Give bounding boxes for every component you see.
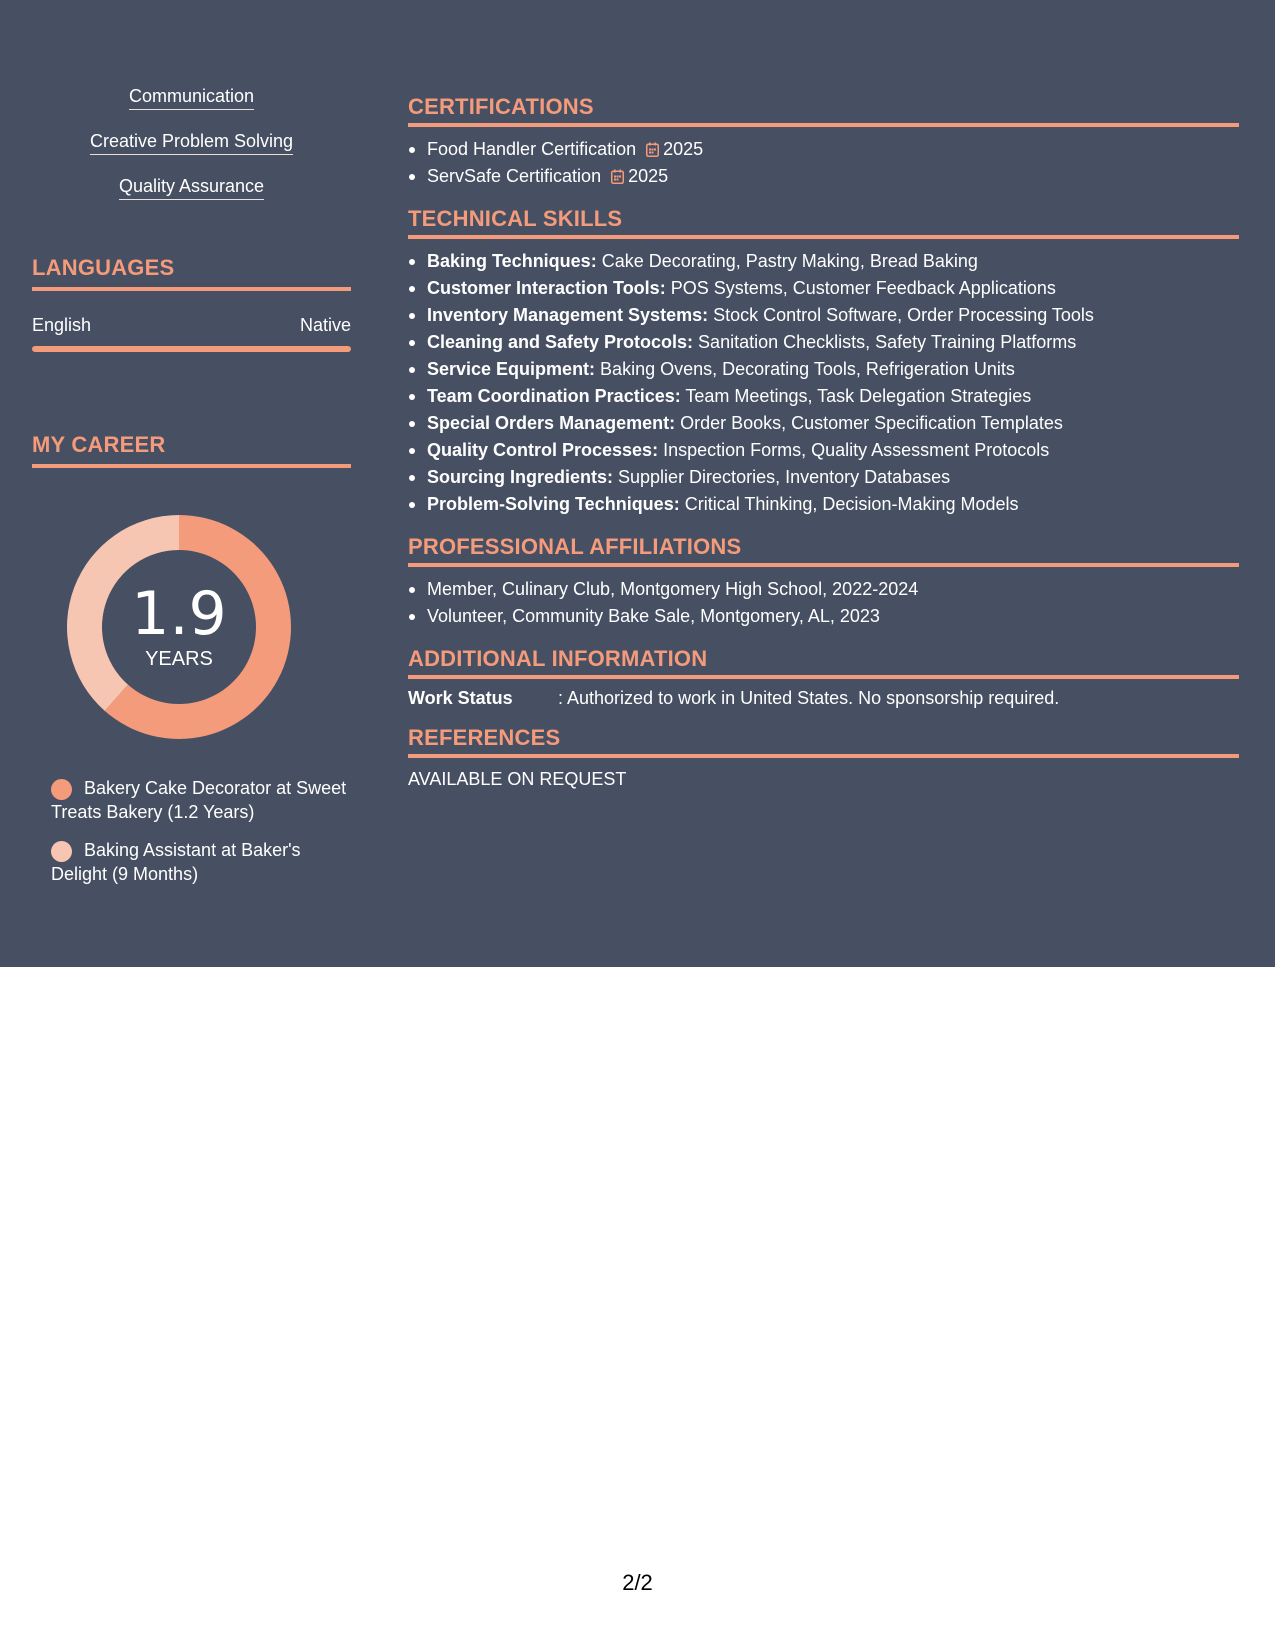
- list-item: [408, 383, 1239, 410]
- main-content: [408, 94, 1239, 806]
- skill-detail: Order Books, Customer Specification Templates: [675, 413, 1063, 433]
- technical-skills-list: [408, 248, 1239, 518]
- skill-category: Customer Interaction Tools:: [427, 278, 666, 298]
- list-item: [408, 302, 1239, 329]
- list-item: [408, 356, 1239, 383]
- skill-label: Quality Assurance: [119, 176, 264, 200]
- skill-label: Creative Problem Solving: [90, 131, 293, 155]
- language-row: [32, 315, 351, 346]
- skill-detail: Sanitation Checklists, Safety Training Platforms: [693, 332, 1077, 352]
- skill-detail: Critical Thinking, Decision-Making Models: [679, 494, 1019, 514]
- language-name: English: [32, 315, 92, 335]
- work-status-value: : Authorized to work in United States. No sponsorship required.: [558, 688, 1060, 708]
- affiliations-heading: PROFESSIONAL AFFILIATIONS: [408, 534, 1239, 567]
- language-level: Native: [299, 315, 351, 335]
- skill-detail: Baking Ovens, Decorating Tools, Refrigeration Units: [595, 359, 1015, 379]
- skill-detail: Cake Decorating, Pastry Making, Bread Baking: [596, 251, 978, 271]
- skill-link[interactable]: [32, 176, 351, 200]
- skill-category: Team Coordination Practices:: [427, 386, 681, 406]
- list-item: [408, 275, 1239, 302]
- list-item: [408, 464, 1239, 491]
- legend-dot: [51, 779, 72, 800]
- list-item: [408, 491, 1239, 518]
- references-section: [408, 725, 1239, 790]
- certification-year: 2025: [663, 139, 704, 159]
- career-total-unit: YEARS: [145, 647, 213, 670]
- technical-skills-section: [408, 206, 1239, 518]
- calendar-icon: [611, 165, 624, 180]
- certifications-list: [408, 136, 1239, 190]
- skill-category: Problem-Solving Techniques:: [427, 494, 680, 514]
- skill-detail: Inspection Forms, Quality Assessment Protocols: [658, 440, 1050, 460]
- work-status-label: Work Status: [408, 688, 513, 708]
- affiliations-list: [408, 576, 1239, 630]
- skill-category: Inventory Management Systems:: [427, 305, 709, 325]
- skill-detail: Stock Control Software, Order Processing Tools: [708, 305, 1094, 325]
- skill-label: Communication: [129, 86, 254, 110]
- work-status-row: [408, 688, 1239, 709]
- career-job-label: Baking Assistant at Baker's Delight (9 Months): [51, 840, 301, 884]
- skill-category: Baking Techniques:: [427, 251, 597, 271]
- additional-info-section: [408, 646, 1239, 709]
- list-item: [408, 437, 1239, 464]
- career-donut-chart: [66, 514, 292, 740]
- skill-category: Quality Control Processes:: [427, 440, 659, 460]
- skill-detail: Team Meetings, Task Delegation Strategies: [680, 386, 1032, 406]
- languages-heading: LANGUAGES: [32, 255, 351, 291]
- certification-year: 2025: [628, 166, 669, 186]
- career-total-value: 1.9: [131, 578, 227, 649]
- page-number: 2/2: [622, 1570, 653, 1595]
- list-item: Volunteer, Community Bake Sale, Montgomery, AL, 2023: [408, 603, 1239, 630]
- skill-detail: POS Systems, Customer Feedback Applications: [665, 278, 1056, 298]
- career-job-label: Bakery Cake Decorator at Sweet Treats Bakery (1.2 Years): [51, 778, 347, 822]
- additional-info-heading: ADDITIONAL INFORMATION: [408, 646, 1239, 679]
- certification-name: Food Handler Certification: [427, 139, 637, 159]
- affiliations-section: [408, 534, 1239, 630]
- career-legend-item: [51, 776, 351, 824]
- list-item: Member, Culinary Club, Montgomery High School, 2022-2024: [408, 576, 1239, 603]
- technical-skills-heading: TECHNICAL SKILLS: [408, 206, 1239, 239]
- list-item: [408, 163, 1239, 190]
- certification-name: ServSafe Certification: [427, 166, 602, 186]
- skill-category: Sourcing Ingredients:: [427, 467, 614, 487]
- skill-link[interactable]: [32, 131, 351, 155]
- career-heading: MY CAREER: [32, 432, 351, 468]
- list-item: [408, 136, 1239, 163]
- certifications-section: [408, 94, 1239, 190]
- career-legend: [32, 776, 351, 886]
- list-item: [408, 410, 1239, 437]
- certifications-heading: CERTIFICATIONS: [408, 94, 1239, 127]
- donut-center: [66, 514, 292, 740]
- career-legend-item: [51, 838, 351, 886]
- list-item: [408, 329, 1239, 356]
- references-heading: REFERENCES: [408, 725, 1239, 758]
- skill-category: Special Orders Management:: [427, 413, 676, 433]
- skill-detail: Supplier Directories, Inventory Databases: [613, 467, 951, 487]
- skill-category: Service Equipment:: [427, 359, 596, 379]
- skill-category: Cleaning and Safety Protocols:: [427, 332, 694, 352]
- list-item: [408, 248, 1239, 275]
- skill-link[interactable]: [32, 86, 351, 110]
- calendar-icon: [646, 138, 659, 153]
- sidebar: [32, 86, 351, 900]
- references-text: AVAILABLE ON REQUEST: [408, 769, 627, 789]
- legend-dot: [51, 841, 72, 862]
